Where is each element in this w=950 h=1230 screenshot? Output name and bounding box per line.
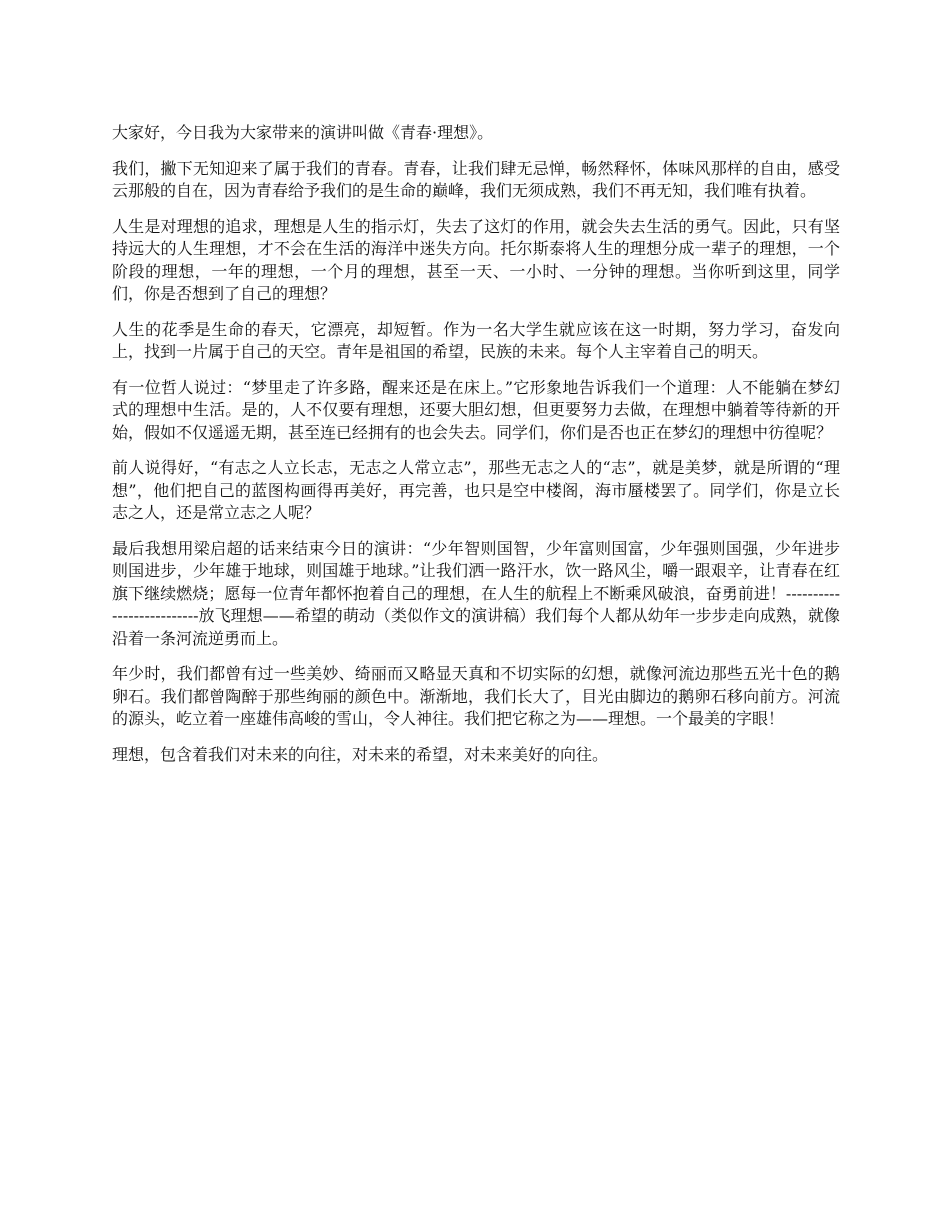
paragraph-greeting: 大家好，今日我为大家带来的演讲叫做《青春·理想》。 [112, 123, 494, 142]
document-page [112, 122, 840, 779]
paragraph-youth-fantasy: 年少时，我们都曾有过一些美妙、绮丽而又略显天真和不切实际的幻想，就像河流边那些五光十色的鹅卵石。我们都曾陶醉于那些绚丽的颜色中。渐渐地，我们长大了，目光由脚边的鹅卵石移向前方。河流的源头，屹立着一座雄伟高峻的雪山，令人神往。我们把它称之为——理想。一个最美的字眼！ [112, 664, 840, 728]
paragraph-life-spring: 人生的花季是生命的春天，它漂亮，却短暂。作为一名大学生就应该在这一时期，努力学习，奋发向上，找到一片属于自己的天空。青年是祖国的希望，民族的未来。每个人主宰着自己的明天。 [112, 319, 840, 361]
paragraph-ideal-definition: 理想，包含着我们对未来的向往，对未来的希望，对未来美好的向往。 [112, 744, 609, 764]
paragraph-youth: 我们，撇下无知迎来了属于我们的青春。青春，让我们肆无忌惮，畅然释怀，体味风那样的自由，感受云那般的自在，因为青春给予我们的是生命的巅峰，我们无须成熟，我们不再无知，我们唯有执着。 [112, 158, 840, 200]
paragraph-ideal-pursuit: 人生是对理想的追求，理想是人生的指示灯，失去了这灯的作用，就会失去生活的勇气。因此，只有坚持远大的人生理想，才不会在生活的海洋中迷失方向。托尔斯泰将人生的理想分成一辈子的理想，一个阶段的理想，一年的理想，一个月的理想，甚至一天、一小时、一分钟的理想。当你听到这里，同学们，你是否想到了自己的理想？ [112, 216, 840, 303]
paragraph-long-ambition: 前人说得好，“有志之人立长志，无志之人常立志”，那些无志之人的“志”，就是美梦，就是所谓的“理想”，他们把自己的蓝图构画得再美好，再完善，也只是空中楼阁，海市蜃楼罢了。同学们，你是立长志之人，还是常立志之人呢？ [112, 458, 840, 522]
paragraph-philosopher: 有一位哲人说过：“梦里走了许多路，醒来还是在床上。”它形象地告诉我们一个道理：人不能躺在梦幻式的理想中生活。是的，人不仅要有理想，还要大胆幻想，但更要努力去做，在理想中躺着等待新的开始，假如不仅遥遥无期，甚至连已经拥有的也会失去。同学们，你们是否也正在梦幻的理想中彷徨呢？ [112, 377, 840, 442]
paragraph-conclusion: 最后我想用梁启超的话来结束今日的演讲：“少年智则国智，少年富则国富，少年强则国强，少年进步则国进步，少年雄于地球，则国雄于地球。”让我们洒一路汗水，饮一路风尘，嚼一跟艰辛，让青春在红旗下继续燃烧；愿每一位青年都怀抱着自己的理想，在人生的航程上不断乘风破浪，奋勇前进！--------------------------放飞理想——希望的萌动（类似作文的演讲稿）我们每个人都从幼年一步步走向成熟，就像沿着一条河流逆勇而上。 [112, 538, 840, 648]
